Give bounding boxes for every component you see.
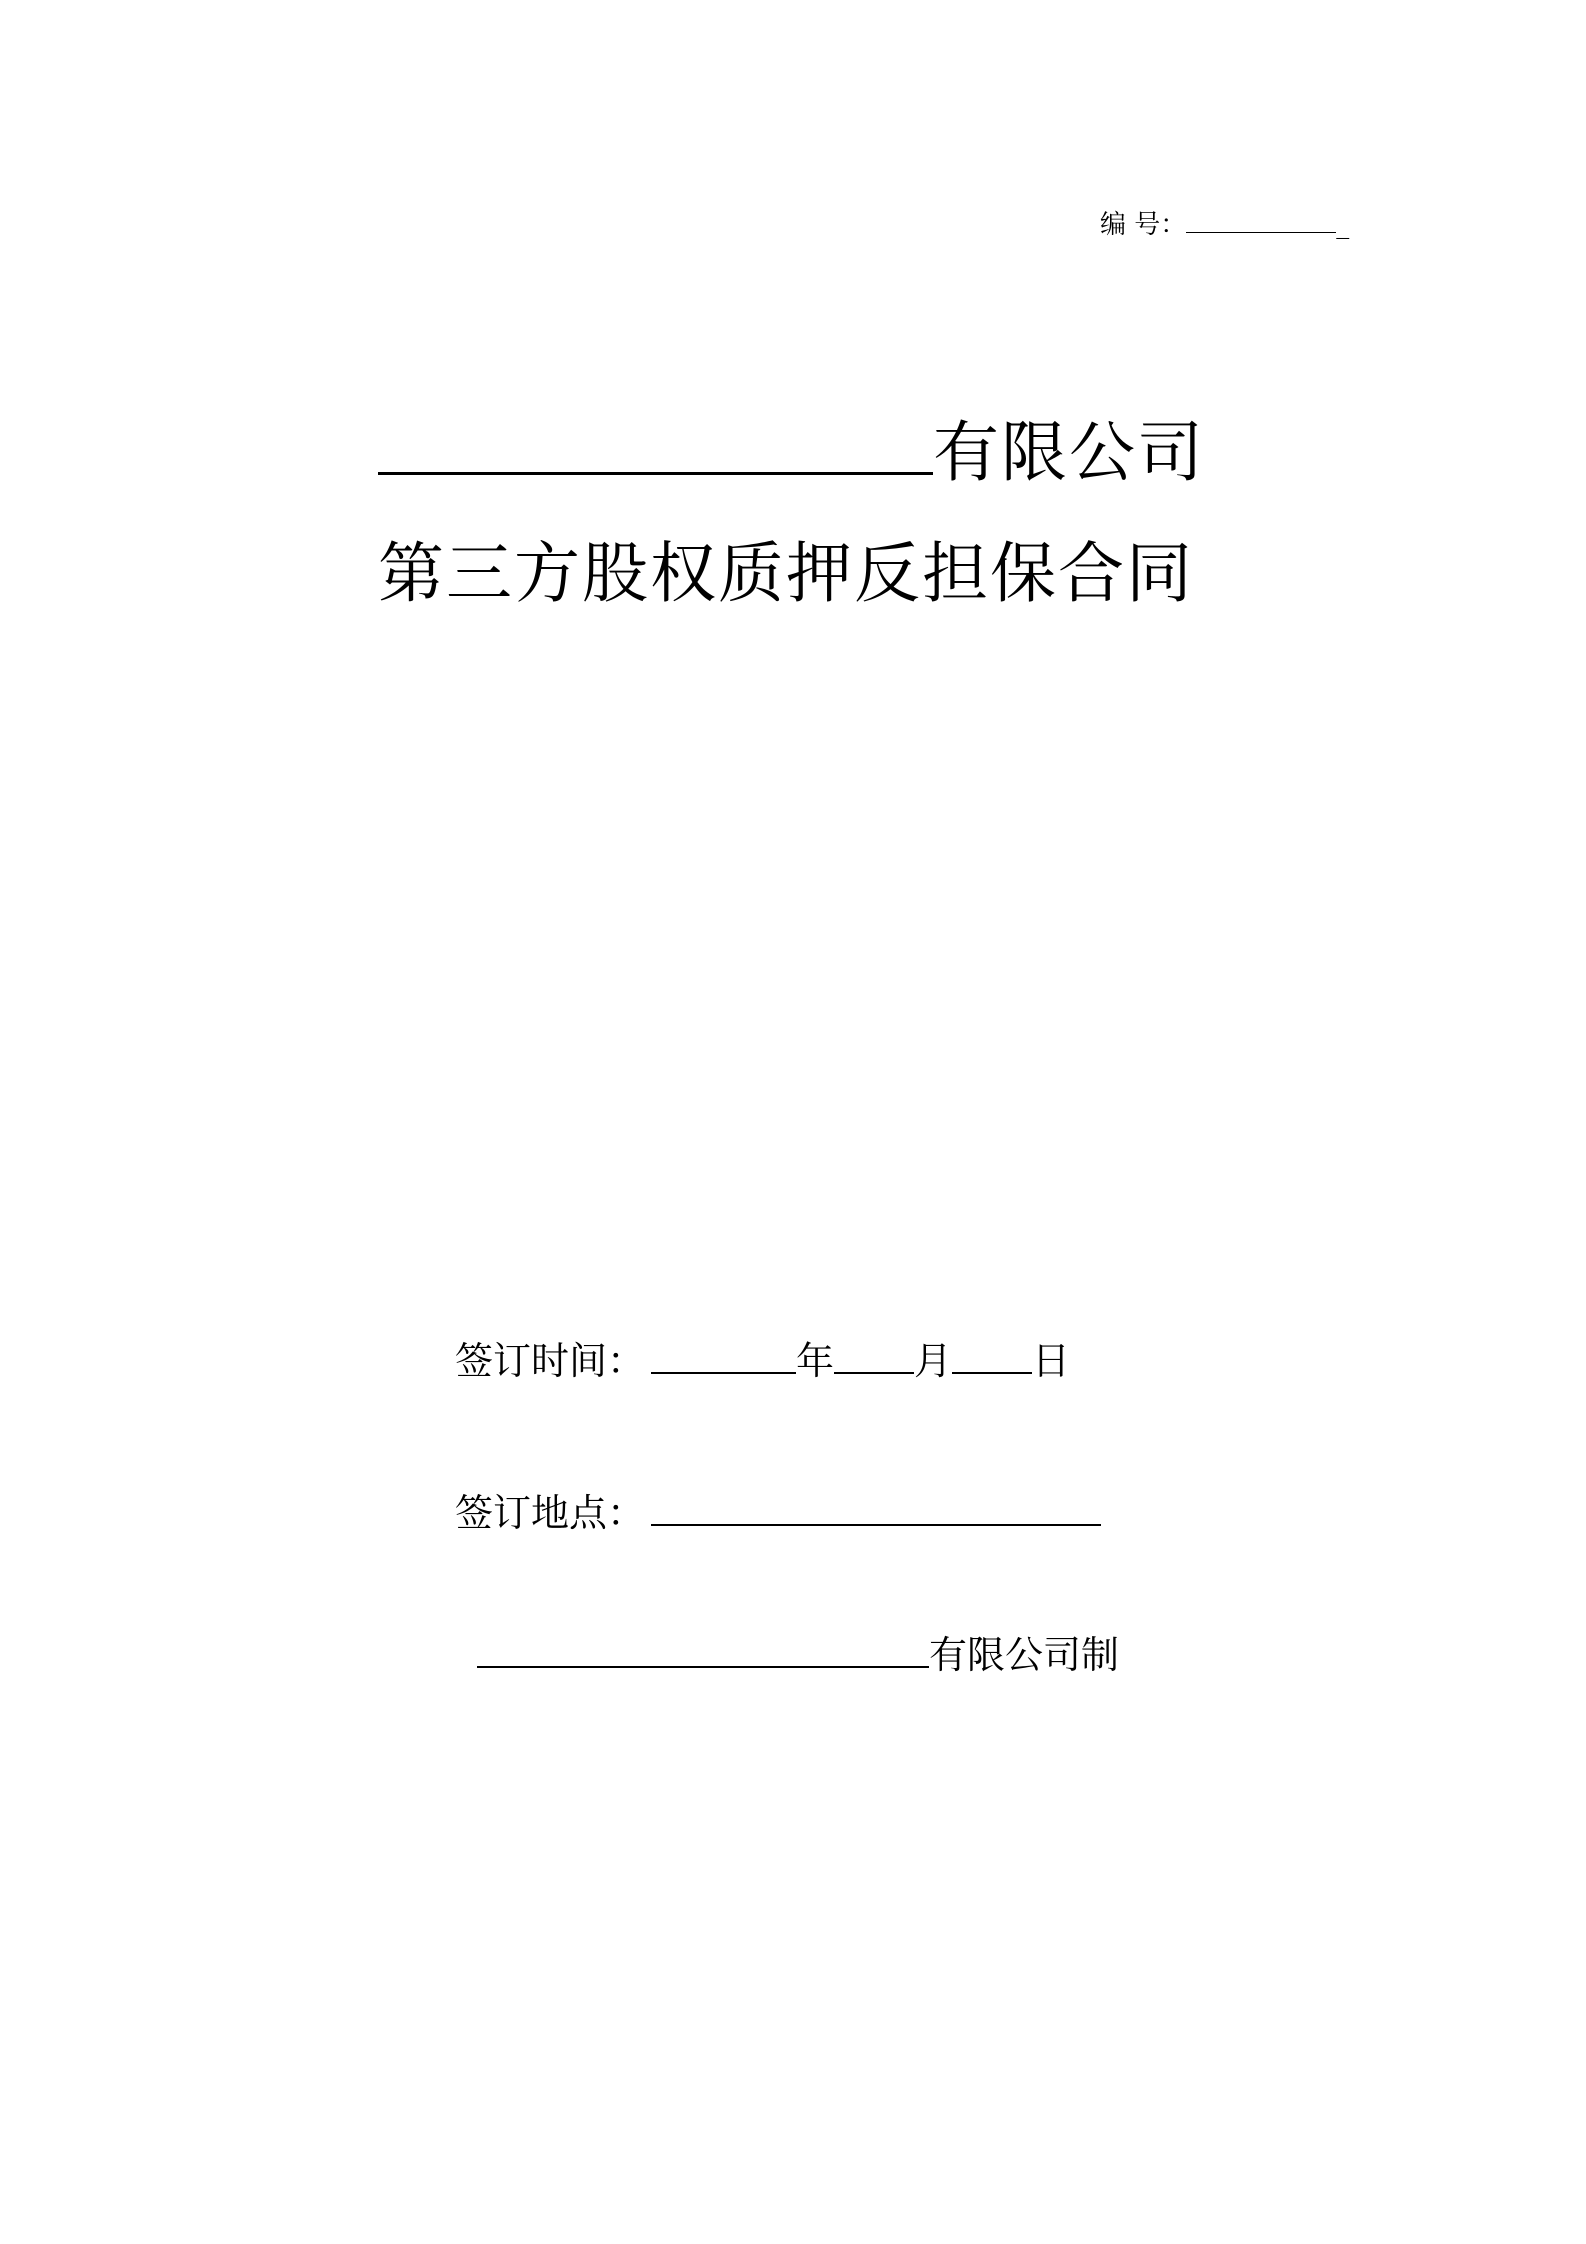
company-name-blank[interactable] (378, 408, 933, 475)
signing-time-line (455, 1336, 1070, 1386)
maker-suffix: 有限公司制 (929, 1633, 1120, 1677)
signing-place-label: 签订地点： (455, 1491, 646, 1535)
title-company-line (378, 408, 1205, 493)
signing-time-label: 签订时间： (455, 1339, 646, 1383)
signing-place-line (455, 1488, 1101, 1538)
document-title: 第三方股权质押反担保合同 (378, 535, 1194, 612)
year-blank[interactable] (651, 1336, 796, 1374)
serial-number-line (1100, 210, 1349, 240)
day-label: 日 (1032, 1339, 1071, 1383)
title-company-suffix: 有限公司 (933, 414, 1205, 491)
serial-number-suffix: _ (1336, 210, 1350, 240)
maker-company-blank[interactable] (477, 1630, 929, 1668)
serial-number-label: 编 号： (1100, 210, 1187, 240)
serial-number-blank[interactable] (1186, 210, 1336, 233)
year-label: 年 (796, 1339, 835, 1383)
day-blank[interactable] (952, 1336, 1032, 1374)
month-label: 月 (914, 1339, 953, 1383)
place-blank[interactable] (651, 1488, 1101, 1526)
month-blank[interactable] (834, 1336, 914, 1374)
maker-line (477, 1630, 1119, 1680)
